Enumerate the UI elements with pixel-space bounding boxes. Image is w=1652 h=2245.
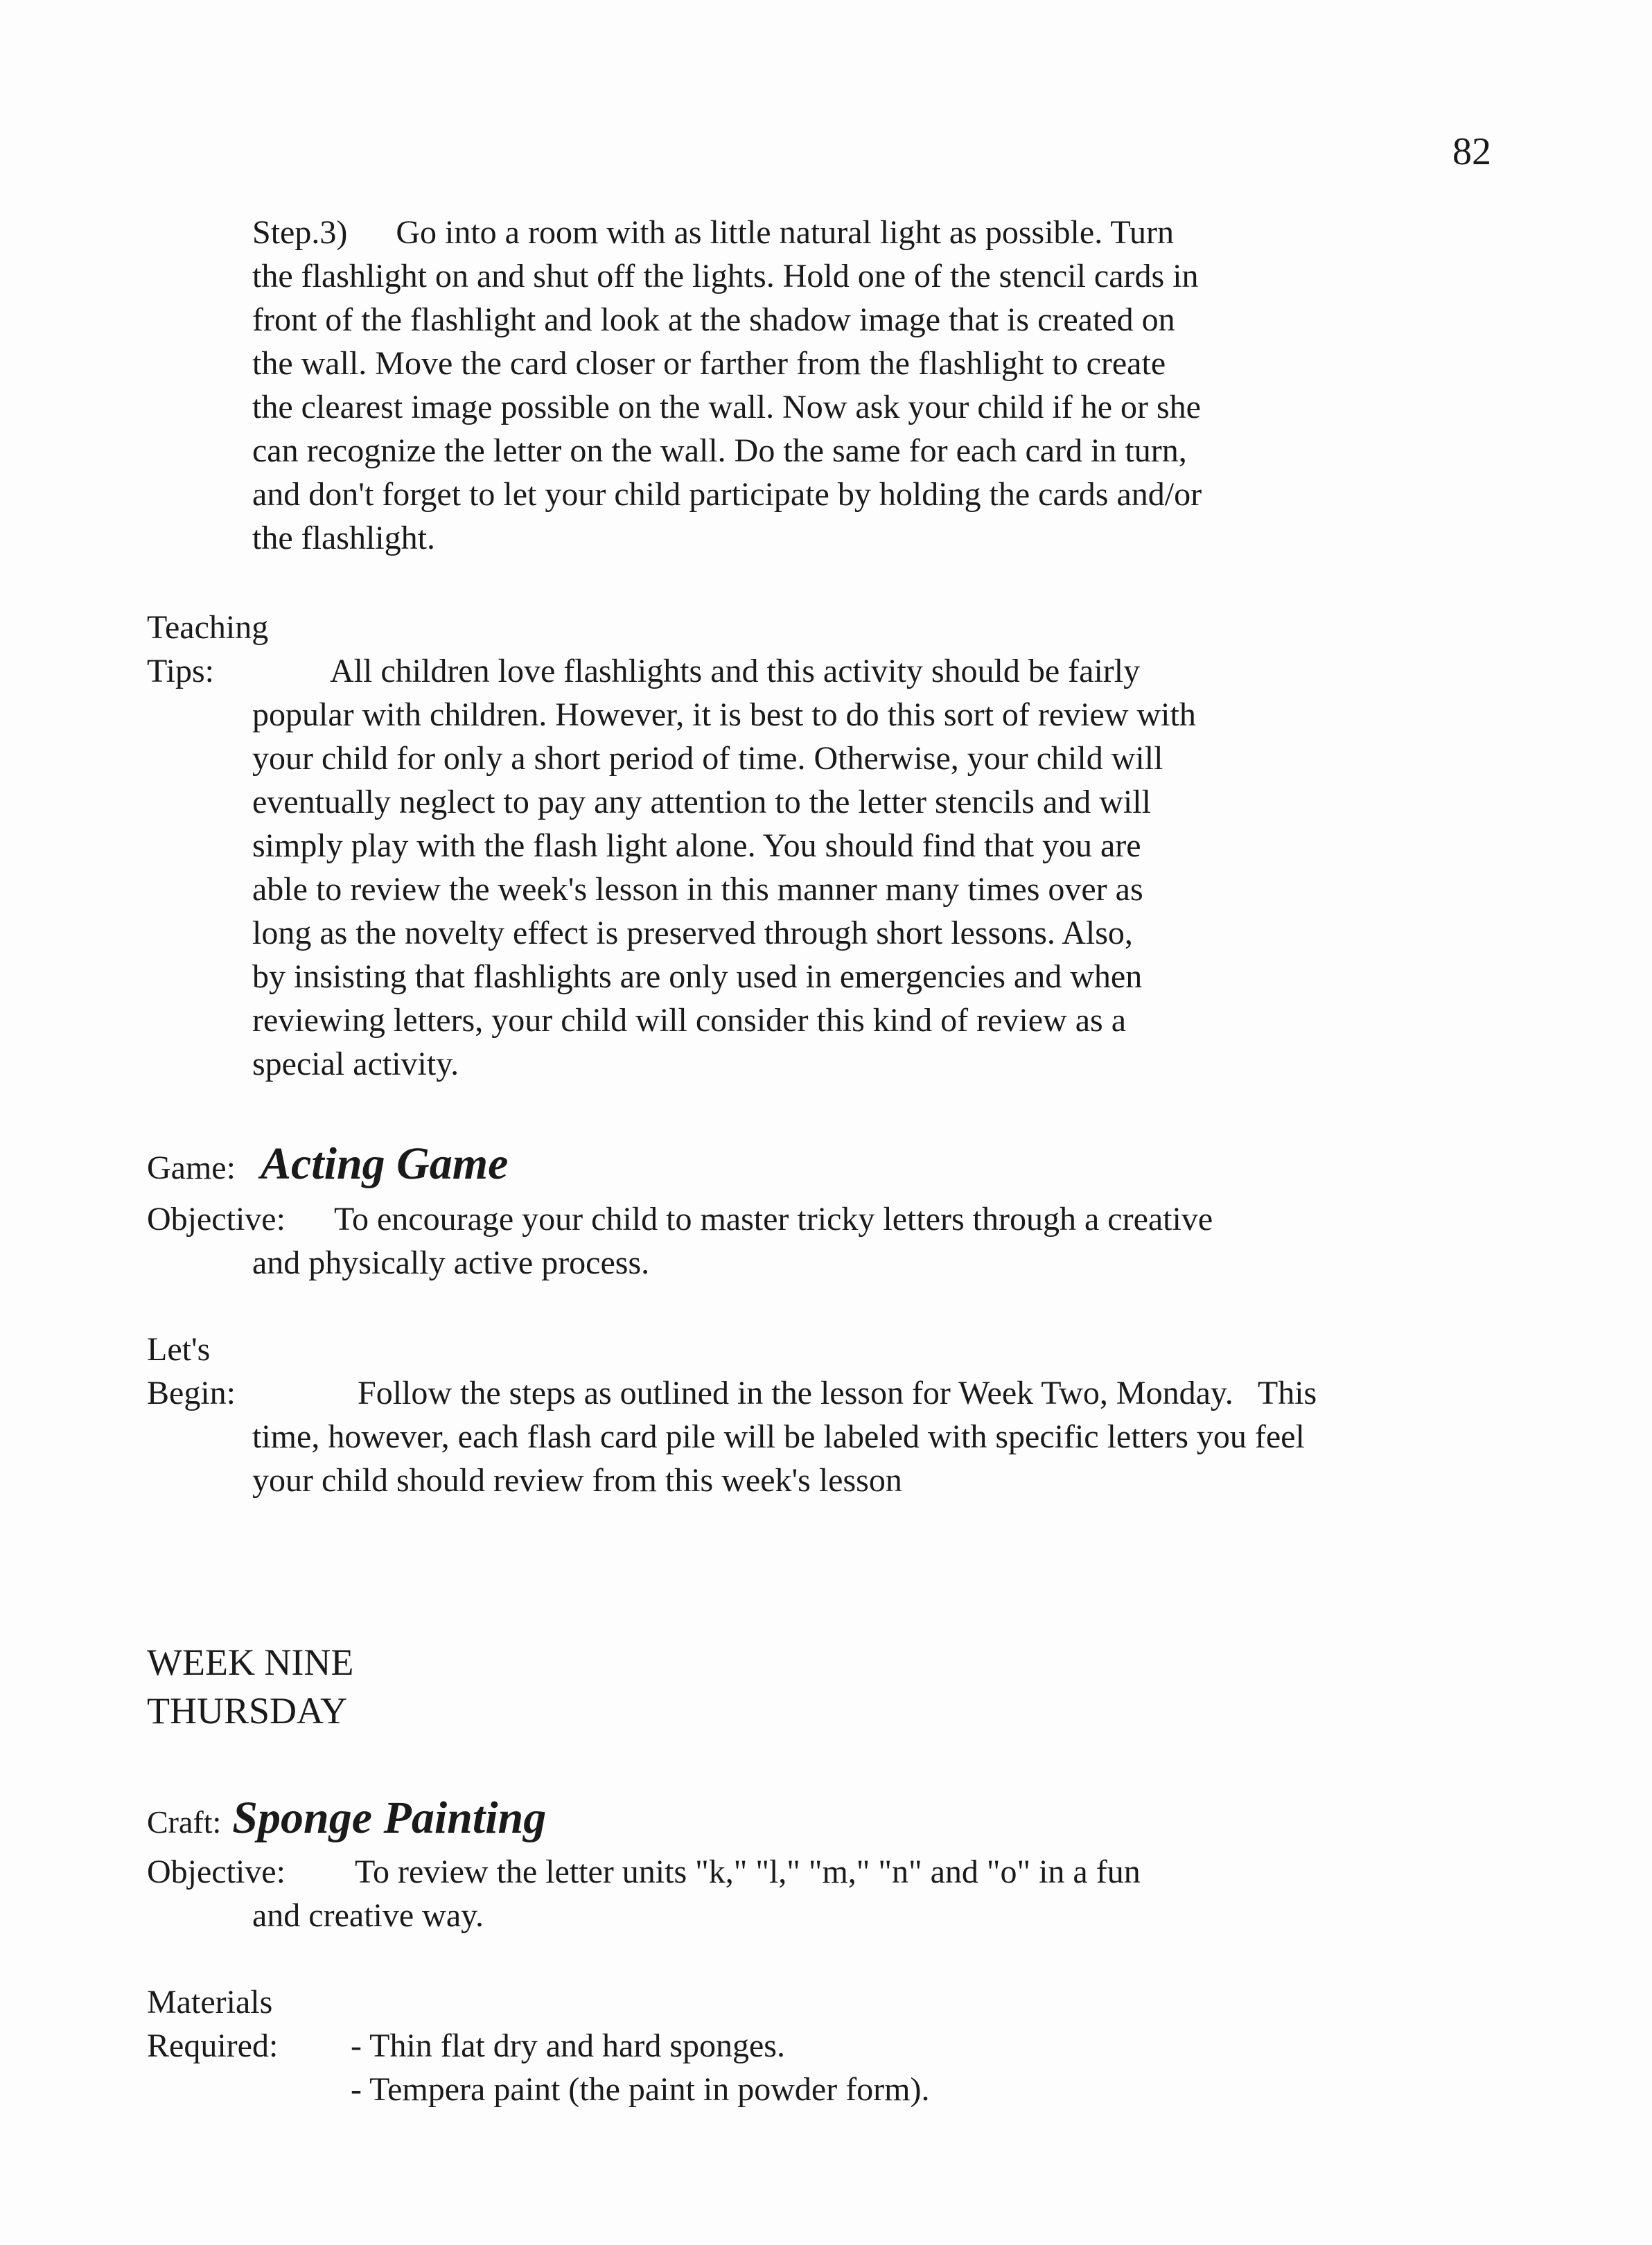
step3-line: the wall. Move the card closer or farther from the flashlight to create <box>252 345 1166 382</box>
tips-line: simply play with the flash light alone. You should find that you are <box>252 827 1141 864</box>
step3-section <box>252 211 1430 560</box>
tips-line: by insisting that flashlights are only used in emergencies and when <box>252 958 1143 995</box>
lets-begin-line: your child should review from this week's lesson <box>252 1462 902 1499</box>
materials-item: - Thin flat dry and hard sponges. <box>351 2027 785 2064</box>
step3-label: Step.3) <box>252 214 348 251</box>
step3-line: the flashlight on and shut off the lights. Hold one of the stencil cards in <box>252 258 1199 294</box>
game-objective-label: Objective: <box>147 1201 285 1238</box>
lets-begin-body <box>252 1371 1569 1502</box>
game-title: Acting Game <box>260 1138 509 1189</box>
teaching-tips-label: Teaching Tips: <box>147 609 269 689</box>
tips-line: able to review the week's lesson in this manner many times over as <box>252 871 1143 908</box>
lets-begin-line: time, however, each flash card pile will be labeled with specific letters you feel <box>252 1418 1305 1455</box>
week-heading-line2: THURSDAY <box>147 1690 348 1732</box>
game-label: Game: <box>147 1150 236 1186</box>
craft-label: Craft: <box>147 1804 222 1840</box>
game-heading <box>147 1138 509 1190</box>
tips-line: popular with children. However, it is best to do this sort of review with <box>252 696 1196 733</box>
craft-objective-label: Objective: <box>147 1854 285 1890</box>
tips-line: long as the novelty effect is preserved through short lessons. Also, <box>252 915 1133 951</box>
tips-line: All children love flashlights and this activity should be fairly <box>330 653 1141 689</box>
page-number: 82 <box>1452 130 1491 173</box>
tips-line: eventually neglect to pay any attention to the letter stencils and will <box>252 784 1151 820</box>
game-objective-line: To encourage your child to master tricky letters through a creative <box>334 1201 1213 1238</box>
week-heading <box>147 1638 353 1735</box>
tips-line: your child for only a short period of time. Otherwise, your child will <box>252 740 1163 777</box>
tips-line: reviewing letters, your child will consider this kind of review as a <box>252 1002 1127 1039</box>
step3-line: Go into a room with as little natural light as possible. Turn <box>396 214 1174 251</box>
week-heading-line1: WEEK NINE <box>147 1641 354 1683</box>
step3-line: the flashlight. <box>252 520 435 556</box>
materials-item: - Tempera paint (the paint in powder form). <box>351 2071 930 2108</box>
step3-line: the clearest image possible on the wall. Now ask your child if he or she <box>252 389 1201 425</box>
tips-line: special activity. <box>252 1046 459 1082</box>
craft-objective-body <box>252 1850 1430 1937</box>
craft-title: Sponge Painting <box>232 1793 547 1843</box>
materials-label: Materials Required: <box>147 1984 279 2064</box>
step3-line: and don't forget to let your child participate by holding the cards and/or <box>252 476 1202 513</box>
step3-line: can recognize the letter on the wall. Do the same for each card in turn, <box>252 432 1187 469</box>
craft-objective-line: and creative way. <box>252 1897 484 1934</box>
step3-line: front of the flashlight and look at the shadow image that is created on <box>252 301 1175 338</box>
teaching-tips-body <box>252 649 1430 1086</box>
craft-heading <box>147 1793 547 1844</box>
game-objective-line: and physically active process. <box>252 1244 650 1281</box>
craft-objective-line: To review the letter units "k," "l," "m," "n" and "o" in a fun <box>355 1854 1141 1890</box>
lets-begin-label: Let's Begin: <box>147 1331 236 1411</box>
materials-list <box>351 2024 1529 2111</box>
game-objective-body <box>252 1197 1430 1285</box>
lets-begin-line: Follow the steps as outlined in the lesson for Week Two, Monday. This <box>358 1375 1317 1411</box>
